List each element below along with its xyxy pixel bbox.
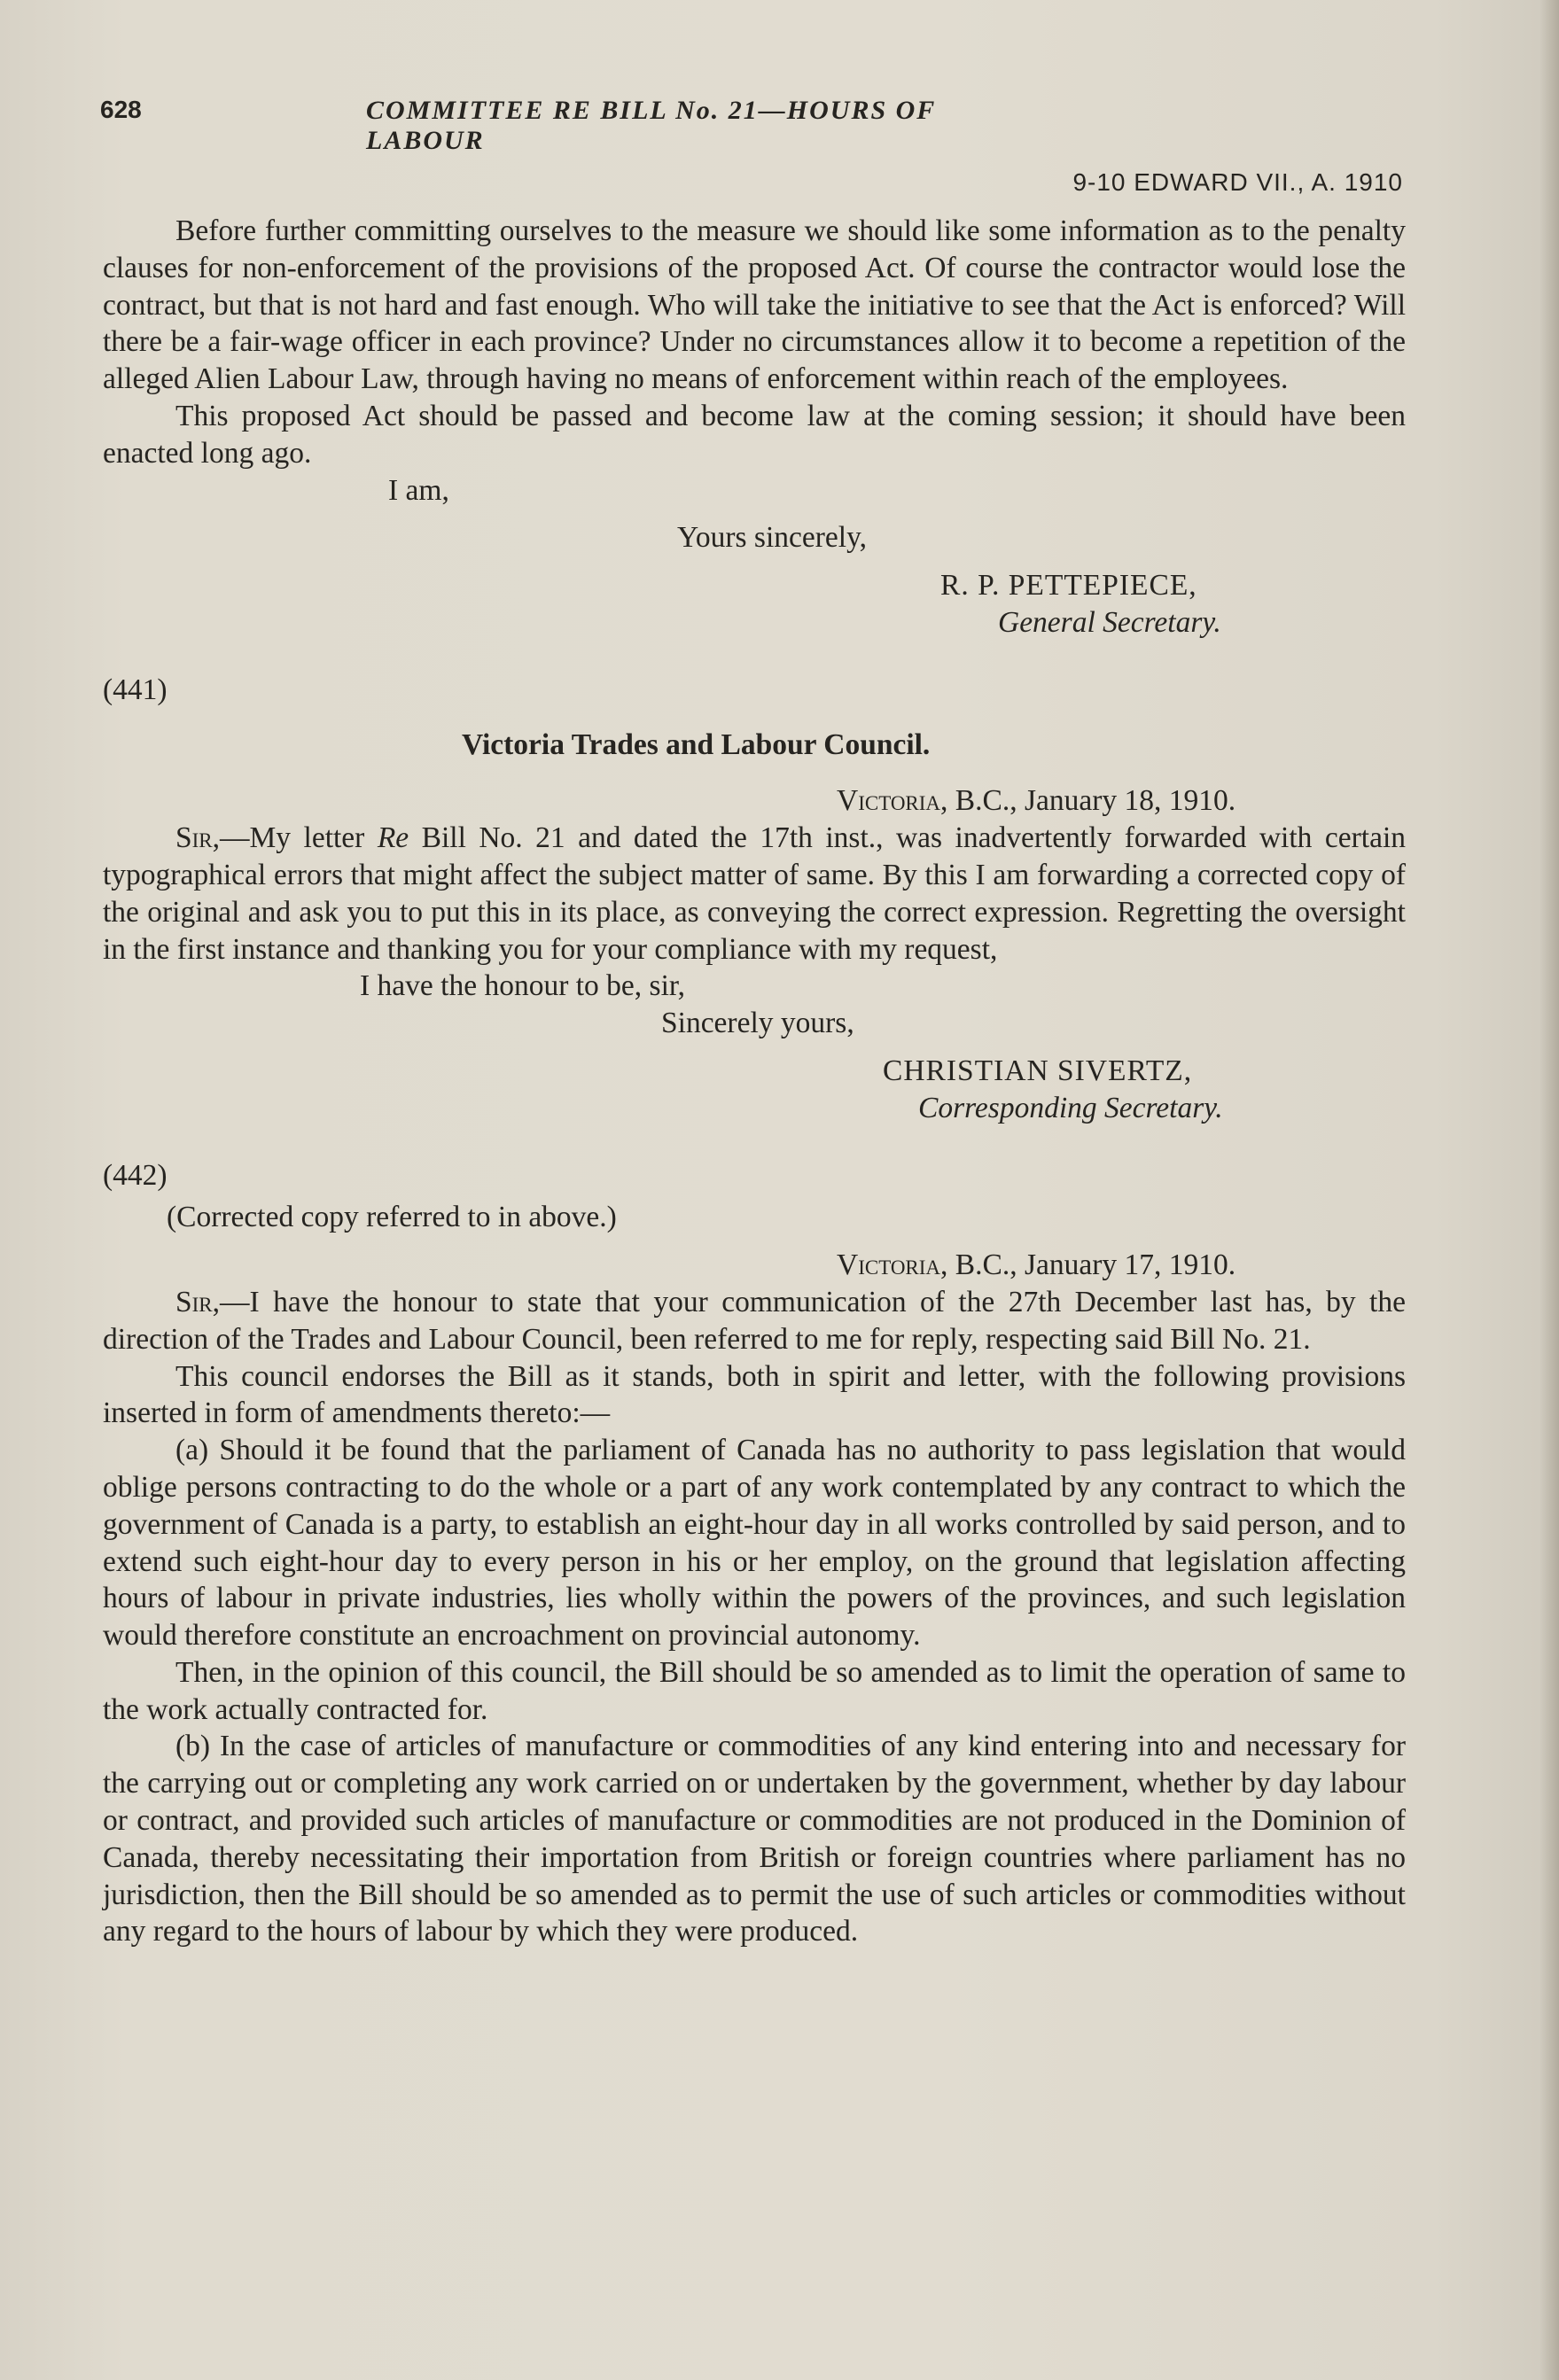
letter3-paragraph-2: This council endorses the Bill as it stands, both in spirit and letter, with the following provisions inserted in form of amendments thereto:—: [103, 1359, 1406, 1430]
letter3-dateline-place: Victoria,: [837, 1248, 948, 1282]
letter1-i-am: I am,: [388, 473, 449, 507]
letter2-closing: Sincerely yours,: [661, 1007, 854, 1040]
letter3-text-1: —I have the honour to state that your communication of the 27th December last has, by the direction of the Trades and Labour Council, been referred to me for reply, respecting said Bill No. 21.: [103, 1285, 1406, 1356]
document-body: [103, 213, 1406, 1950]
letter2-text-b: Bill No. 21 and dated the 17th inst., was inadvertently forwarded with certain typographical errors that might affect the subject matter of same. By this I am forwarding a corrected copy of the original and ask you to put this in its place, as conveying the correct expression. Regretting the oversight in the first instance and thanking you for your compliance with my request,: [103, 821, 1407, 966]
letter3-paragraph-4: Then, in the opinion of this council, the Bill should be so amended as to limit the operation of same to the work actually contracted for.: [103, 1655, 1406, 1726]
letter2-signature: CHRISTIAN SIVERTZ,: [883, 1054, 1193, 1087]
letter2-paragraph-1: [103, 820, 1406, 968]
letter2-number: (441): [103, 673, 168, 706]
page-header: [100, 96, 1403, 196]
letter2-salutation: Sir,: [175, 821, 221, 855]
page-edge-shadow: [1540, 0, 1559, 2380]
letter2-heading: Victoria Trades and Labour Council.: [462, 727, 931, 761]
letter3-paragraph-1: [103, 1284, 1406, 1358]
running-head: COMMITTEE RE BILL No. 21—HOURS OF LABOUR: [366, 96, 936, 155]
session-label: 9-10 EDWARD VII., A. 1910: [1072, 168, 1403, 196]
letter3-paragraph-5: (b) In the case of articles of manufacture or commodities of any kind entering into and necessary for the carrying out or completing any work carried on or undertaken by the government, whether by day labour or contract, and provided such articles of manufacture or commodities are not produced in the Dominion of Canada, thereby necessitating their importation from British or foreign countries where parliament has no jurisdiction, then the Bill should be so amended as to permit the use of such articles or commodities without any regard to the hours of labour by which they were produced.: [103, 1730, 1406, 1948]
letter1-title: General Secretary.: [998, 605, 1221, 639]
letter2-title: Corresponding Secretary.: [918, 1091, 1223, 1124]
letter1-signature: R. P. PETTEPIECE,: [940, 569, 1197, 603]
letter2-honour: I have the honour to be, sir,: [360, 969, 686, 1003]
letter3-note: (Corrected copy referred to in above.): [167, 1201, 617, 1234]
letter3-dateline-date: B.C., January 17, 1910.: [947, 1248, 1236, 1282]
letter3-salutation: Sir,: [175, 1285, 221, 1318]
letter3-number: (442): [103, 1158, 168, 1192]
letter2-dateline-date: B.C., January 18, 1910.: [947, 784, 1236, 818]
letter2-text-a: —My letter: [220, 821, 378, 855]
page-number: 628: [100, 96, 142, 123]
letter1-paragraph-2: This proposed Act should be passed and become law at the coming session; it should have been enacted long ago.: [103, 399, 1406, 470]
letter3-dateline: [103, 1247, 1406, 1284]
letter2-re: Re: [377, 821, 409, 855]
letter2-dateline-place: Victoria,: [837, 784, 948, 818]
letter3-paragraph-3: (a) Should it be found that the parliament of Canada has no authority to pass legislation that would oblige persons contracting to do the whole or a part of any work contemplated by any contract to which the government of Canada is a party, to establish an eight-hour day in all works controlled by said person, and to extend such eight-hour day to every person in his or her employ, on the ground that legislation affecting hours of labour in private industries, lies wholly within the powers of the provinces, and such legislation would therefore constitute an encroachment on provincial autonomy.: [103, 1434, 1406, 1653]
letter2-dateline: [103, 782, 1406, 820]
letter1-paragraph-1: Before further committing ourselves to the measure we should like some information as to the penalty clauses for non-enforcement of the provisions of the proposed Act. Of course the contractor would lose the contract, but that is not hard and fast enough. Who will take the initiative to see that the Act is enforced? Will there be a fair-wage officer in each province? Under no circumstances allow it to become a repetition of the alleged Alien Labour Law, through having no means of enforcement within reach of the employees.: [103, 214, 1406, 396]
letter1-closing: Yours sincerely,: [677, 521, 868, 555]
